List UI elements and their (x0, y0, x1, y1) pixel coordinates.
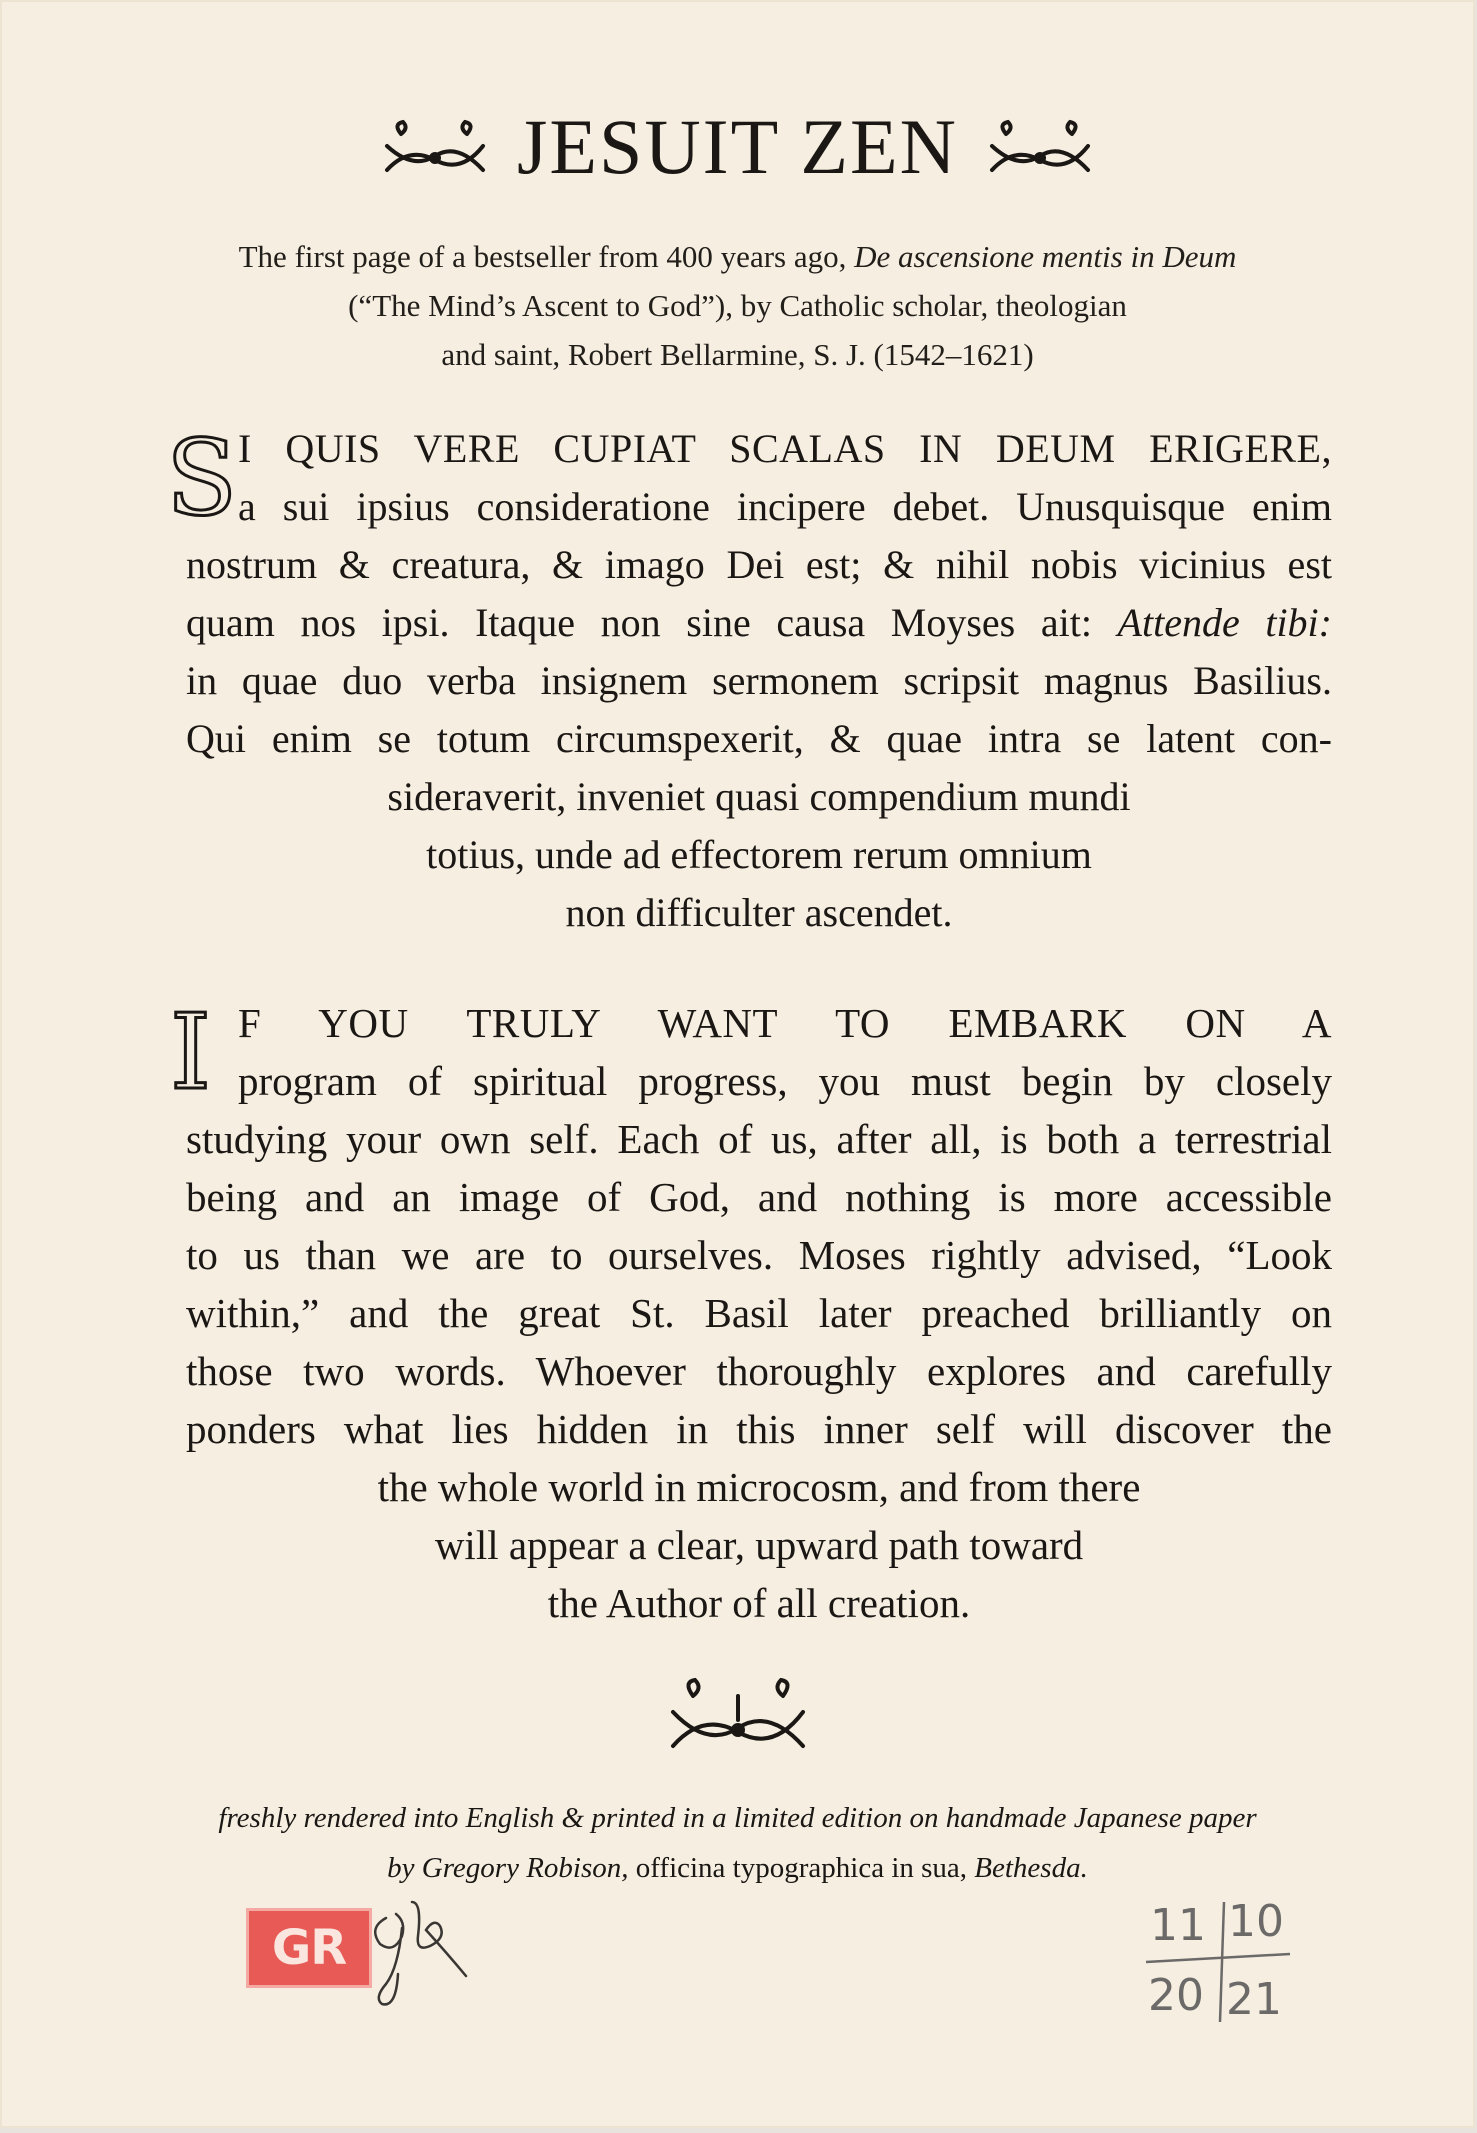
edition-b: 10 (1228, 1896, 1284, 1947)
english-line: program of spiritual progress, you must begin by closely (238, 1058, 1332, 1104)
english-line: those two words. Whoever thoroughly explores and carefully (186, 1348, 1332, 1394)
latin-line-with-italic (186, 594, 1332, 652)
colophon-line-1 (0, 1793, 1475, 1843)
english-line: the whole world in microcosm, and from there (377, 1464, 1141, 1510)
edition-a: 11 (1150, 1900, 1206, 1951)
english-line: the Author of all creation. (547, 1580, 971, 1626)
red-seal-stamp (246, 1908, 372, 1988)
fleuron-center-icon (0, 1676, 1475, 1756)
english-line: to us than we are to ourselves. Moses rightly advised, “Look (186, 1232, 1332, 1278)
latin-line: totius, unde ad effectorem rerum omnium (426, 832, 1092, 877)
intro-text (0, 232, 1475, 379)
edition-number (1140, 1890, 1300, 2030)
latin-line: a sui ipsius consideratione incipere debet. Unusquisque enim (238, 484, 1332, 529)
title-row (0, 103, 1475, 190)
latin-line: Qui enim se totum circumspexerit, & quae intra se latent con- (186, 716, 1332, 761)
latin-italic-phrase: Attende tibi: (1117, 600, 1332, 645)
fleuron-right-icon (984, 116, 1096, 178)
signature-mark-icon (366, 1888, 516, 2012)
intro-line-2: (“The Mind’s Ascent to God”), by Catholic scholar, theologian (348, 288, 1127, 323)
colophon-line-2 (0, 1843, 1475, 1893)
english-line: within,” and the great St. Basil later preached brilliantly on (186, 1290, 1332, 1336)
drop-cap-i-icon (162, 991, 230, 1113)
colophon-place: Bethesda. (974, 1852, 1088, 1884)
page-title: JESUIT ZEN (516, 103, 959, 190)
english-line: ponders what lies hidden in this inner self will discover the (186, 1406, 1332, 1452)
svg-text:S: S (166, 417, 238, 539)
colophon-line-1-text: freshly rendered into English & printed in a limited edition on handmade Japanese paper (218, 1802, 1257, 1834)
english-line: F YOU TRULY WANT TO EMBARK ON A (238, 1000, 1332, 1046)
latin-line-roman: quam nos ipsi. Itaque non sine causa Moyses ait: (186, 600, 1118, 645)
latin-line: sideraverit, inveniet quasi compendium mundi (387, 774, 1131, 819)
colophon (0, 1793, 1475, 1893)
svg-text:I: I (170, 991, 212, 1113)
fleuron-left-icon (379, 116, 491, 178)
intro-line-1-roman: The first page of a bestseller from 400 years ago, (238, 239, 855, 274)
english-line: being and an image of God, and nothing is more accessible (186, 1174, 1332, 1220)
intro-line-3: and saint, Robert Bellarmine, S. J. (1542–1621) (441, 337, 1034, 372)
english-line: will appear a clear, upward path toward (434, 1522, 1084, 1568)
latin-line: I QUIS VERE CUPIAT SCALAS IN DEUM ERIGERE, (238, 426, 1332, 471)
edition-d: 21 (1226, 1974, 1282, 2025)
stamp-initials: GR (271, 1920, 347, 1976)
drop-cap-s-icon (162, 417, 238, 539)
latin-line: in quae duo verba insignem sermonem scripsit magnus Basilius. (186, 658, 1332, 703)
intro-book-title: De ascensione mentis in Deum (854, 239, 1237, 274)
edition-c: 20 (1148, 1970, 1204, 2021)
colophon-printer: by Gregory Robison, (387, 1852, 629, 1884)
english-paragraph (170, 991, 1332, 1632)
intro-line-1 (0, 232, 1475, 281)
latin-line: nostrum & creatura, & imago Dei est; & nihil nobis vicinius est (186, 542, 1332, 587)
latin-paragraph (166, 417, 1332, 942)
english-line: studying your own self. Each of us, after all, is both a terrestrial (186, 1116, 1332, 1162)
colophon-press: officina typographica in sua, (628, 1852, 975, 1884)
latin-line: non difficulter ascendet. (565, 890, 953, 935)
